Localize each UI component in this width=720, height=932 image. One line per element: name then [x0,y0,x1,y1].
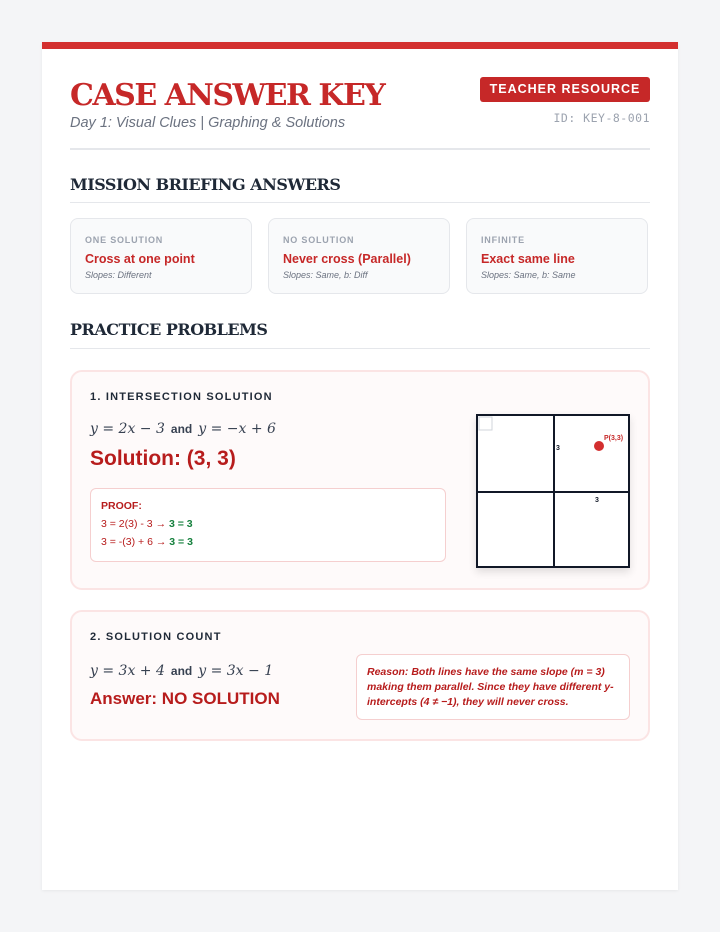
briefing-card-note: Slopes: Same, b: Same [481,270,576,280]
header-divider [70,148,650,150]
briefing-card-infinite [466,218,648,294]
graph-corner-marker [479,417,492,430]
problem-2-card [70,610,650,741]
briefing-card-note: Slopes: Different [85,270,152,280]
reason-box: Reason: Both lines have the same slope (m = 3) making them parallel. Since they have different y-intercepts (4 ≠ −1), they will never cross. [356,654,630,720]
equation-connector: and [170,664,193,678]
problem-1-equations [90,421,276,437]
briefing-card-kicker: ONE SOLUTION [85,235,164,245]
intersection-point [594,441,604,451]
briefing-divider [70,202,650,203]
problem-2-label: 2. SOLUTION COUNT [90,631,222,643]
briefing-section-title: MISSION BRIEFING ANSWERS [70,175,341,194]
problem-1-solution: Solution: (3, 3) [90,447,236,470]
briefing-card-kicker: INFINITE [481,235,525,245]
answer-key-page [42,42,678,890]
proof-line-1-check: 3 = 3 [168,518,193,530]
proof-line-1 [101,518,193,530]
briefing-card-heading: Exact same line [481,252,575,266]
briefing-card-kicker: NO SOLUTION [283,235,355,245]
practice-divider [70,348,650,349]
problem-2-equation-1: y = 3x + 4 [90,663,165,679]
teacher-resource-badge: TEACHER RESOURCE [480,77,650,102]
problem-1-equation-2: y = −x + 6 [198,421,276,437]
equation-connector: and [170,422,193,436]
proof-line-2 [101,536,193,548]
proof-line-2-work: 3 = -(3) + 6 → [101,536,170,548]
practice-section-title: PRACTICE PROBLEMS [70,320,268,339]
problem-2-equations [90,663,273,679]
problem-1-label: 1. INTERSECTION SOLUTION [90,391,273,403]
graph-tick-label-y: 3 [556,445,560,452]
problem-2-answer: Answer: NO SOLUTION [90,689,280,708]
briefing-card-note: Slopes: Same, b: Diff [283,270,368,280]
problem-2-equation-2: y = 3x − 1 [198,663,274,679]
intersection-point-label: P(3,3) [604,435,624,442]
proof-title: PROOF: [101,500,142,512]
problem-1-card [70,370,650,590]
page-subtitle: Day 1: Visual Clues | Graphing & Solutions [70,115,346,131]
proof-line-2-check: 3 = 3 [169,536,193,548]
problem-1-equation-1: y = 2x − 3 [90,421,165,437]
proof-box [90,488,446,562]
briefing-card-heading: Cross at one point [85,252,195,266]
page-title: CASE ANSWER KEY [70,78,385,113]
proof-line-1-work: 3 = 2(3) - 3 → [101,518,169,530]
briefing-card-one-solution [70,218,252,294]
graph-tick-label-x: 3 [595,497,599,504]
briefing-card-heading: Never cross (Parallel) [283,252,411,266]
document-id: ID: KEY-8-001 [553,111,650,125]
graph-svg [478,416,628,566]
accent-bar [42,42,678,49]
briefing-card-no-solution [268,218,450,294]
intersection-graph [476,414,630,568]
